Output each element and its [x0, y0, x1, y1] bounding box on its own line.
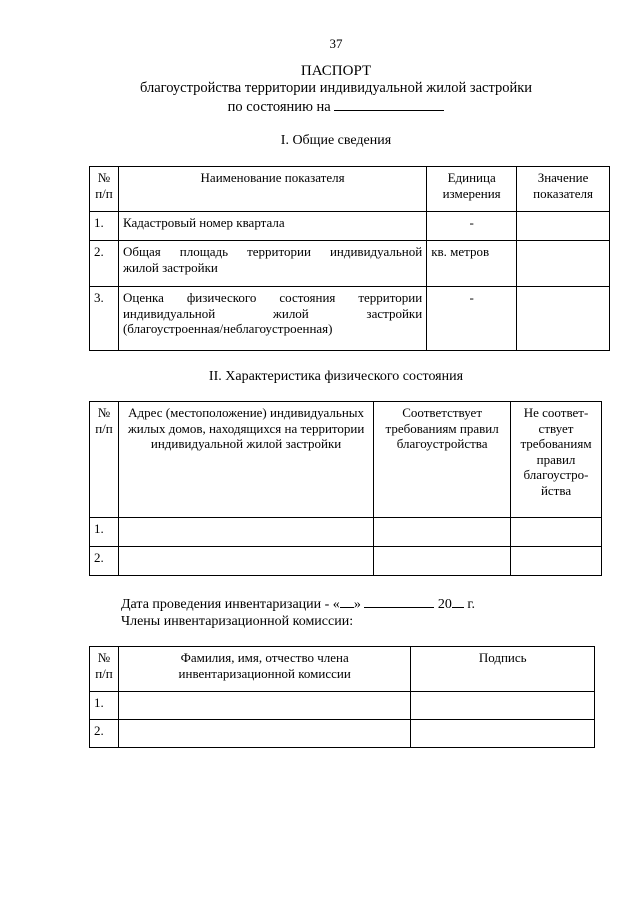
inventory-date-quote: » — [353, 597, 361, 612]
inventory-date-label: Дата проведения инвентаризации - « — [121, 597, 340, 612]
row-fio-cell[interactable] — [118, 720, 410, 748]
state-as-of-label: по состоянию на — [227, 99, 331, 116]
inventory-year-suffix: г. — [467, 597, 475, 612]
inventory-block — [121, 594, 475, 631]
state-as-of-line — [0, 97, 640, 116]
inventory-month-blank[interactable] — [364, 594, 434, 608]
table-header-row — [90, 647, 595, 692]
row-name — [118, 241, 426, 287]
document-header — [0, 62, 640, 117]
row-num: 3. — [90, 287, 119, 351]
table-row — [90, 287, 610, 351]
row-num: 1. — [90, 212, 119, 241]
inventory-year-blank[interactable] — [452, 594, 464, 608]
physical-state-table — [89, 401, 602, 576]
row-name-line: Оценка физического состояния территории — [122, 290, 423, 305]
table-header-row — [90, 167, 610, 212]
row-address-cell[interactable] — [118, 547, 373, 576]
header-indicator-name: Наименование показателя — [118, 167, 426, 212]
row-value-cell[interactable] — [517, 241, 610, 287]
row-value-cell[interactable] — [517, 212, 610, 241]
row-name-line: Общая площадь территории индивидуальной — [122, 244, 423, 259]
row-not-complies-cell[interactable] — [511, 547, 602, 576]
row-num: 1. — [90, 692, 119, 720]
header-signature: Подпись — [411, 647, 595, 692]
header-num: № п/п — [90, 647, 119, 692]
header-value: Значение показателя — [517, 167, 610, 212]
row-unit: кв. метров — [427, 241, 517, 287]
row-signature-cell[interactable] — [411, 720, 595, 748]
header-fio: Фамилия, имя, отчество члена инвентаризационной комиссии — [118, 647, 410, 692]
table-row — [90, 720, 595, 748]
row-value-cell[interactable] — [517, 287, 610, 351]
row-address-cell[interactable] — [118, 518, 373, 547]
table-row — [90, 547, 602, 576]
document-subtitle: благоустройства территории индивидуальной жилой застройки — [139, 80, 533, 96]
header-unit: Единица измерения — [427, 167, 517, 212]
row-complies-cell[interactable] — [374, 547, 511, 576]
section2-title: II. Характеристика физического состояния — [208, 369, 464, 384]
document-title: ПАСПОРТ — [300, 63, 372, 79]
table-row — [90, 518, 602, 547]
general-info-table — [89, 166, 610, 351]
header-not-complies: Не соответ-ствует требованиям правил благоустро-йства — [511, 402, 602, 518]
row-unit: - — [427, 287, 517, 351]
row-name-line: (благоустроенная/неблагоустроенная) — [122, 321, 333, 337]
row-fio-cell[interactable] — [118, 692, 410, 720]
inventory-year-prefix: 20 — [437, 597, 452, 612]
commission-table — [89, 646, 595, 748]
state-date-blank[interactable] — [334, 97, 444, 111]
section1-title: I. Общие сведения — [280, 133, 392, 148]
header-num: № п/п — [90, 167, 119, 212]
row-num: 2. — [90, 547, 119, 576]
row-num: 2. — [90, 720, 119, 748]
row-name-line: индивидуальной жилой застройки — [122, 305, 423, 321]
table-row — [90, 212, 610, 241]
row-name — [118, 287, 426, 351]
row-name: Кадастровый номер квартала — [118, 212, 426, 241]
inventory-date-line — [121, 594, 475, 614]
header-complies: Соответствует требованиям правил благоустройства — [374, 402, 511, 518]
commission-members-label: Члены инвентаризационной комиссии: — [121, 613, 354, 629]
row-num: 1. — [90, 518, 119, 547]
header-address: Адрес (местоположение) индивидуальных жилых домов, находящихся на территории индивидуальной жилой застройки — [118, 402, 373, 518]
table-header-row — [90, 402, 602, 518]
header-num: № п/п — [90, 402, 119, 518]
row-name-line: жилой застройки — [122, 259, 218, 275]
inventory-day-blank[interactable] — [340, 594, 354, 608]
row-unit: - — [427, 212, 517, 241]
table-row — [90, 692, 595, 720]
page-number: 37 — [329, 36, 343, 51]
table-row — [90, 241, 610, 287]
row-signature-cell[interactable] — [411, 692, 595, 720]
row-not-complies-cell[interactable] — [511, 518, 602, 547]
row-complies-cell[interactable] — [374, 518, 511, 547]
row-num: 2. — [90, 241, 119, 287]
